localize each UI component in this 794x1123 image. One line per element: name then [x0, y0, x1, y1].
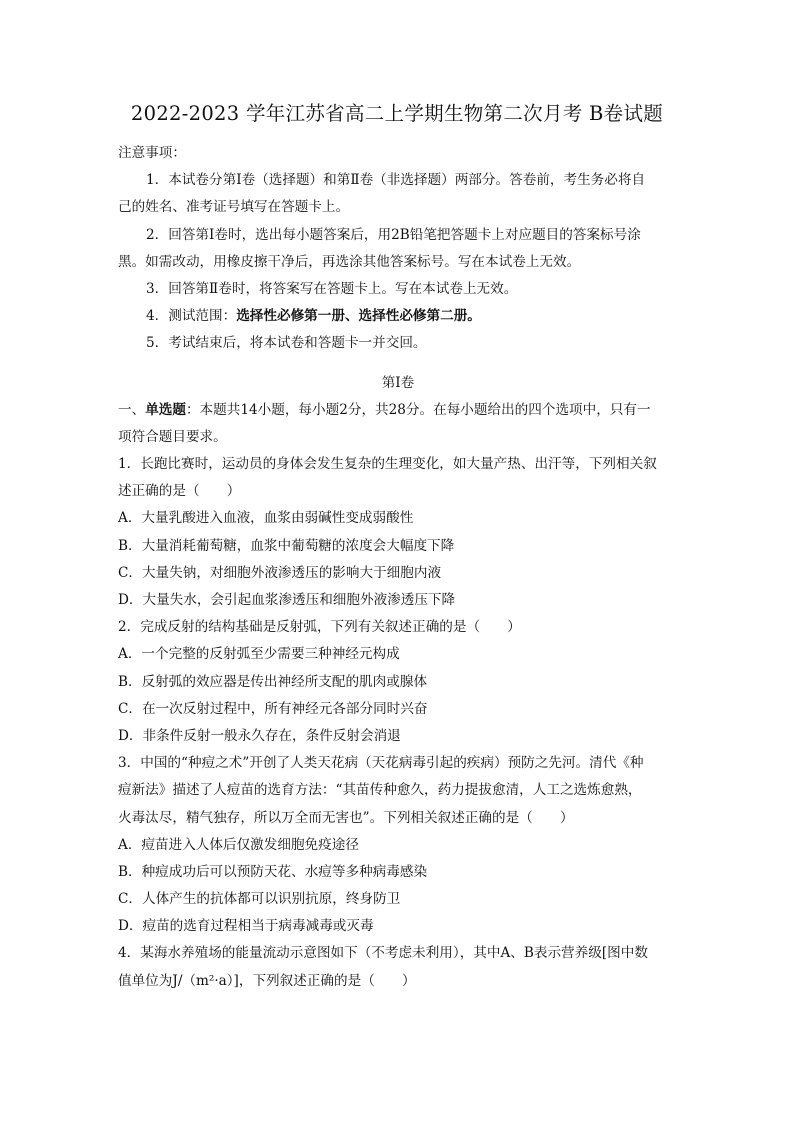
- question-2-option-b: B．反射弧的效应器是传出神经所支配的肌肉或腺体: [118, 673, 428, 690]
- question-1-option-b: B．大量消耗葡萄糖，血浆中葡萄糖的浓度会大幅度下降: [118, 537, 455, 554]
- notice-item-4-scope: 选择性必修第一册、选择性必修第二册。: [236, 308, 481, 325]
- notice-heading: 注意事项：: [118, 145, 186, 161]
- question-3-stem-line-2: 痘新法》描述了人痘苗的选育方法：“其苗传种愈久，药力提拔愈清，人工之选炼愈熟，: [118, 782, 642, 799]
- notice-item-1-line-2: 己的姓名、准考证号填写在答题卡上。: [118, 199, 350, 216]
- question-1-stem-line-2: 述正确的是（ ）: [118, 483, 241, 500]
- question-2-option-d: D．非条件反射一般永久存在，条件反射会消退: [118, 727, 401, 744]
- question-3-option-b: B．种痘成功后可以预防天花、水痘等多种病毒感染: [118, 863, 428, 880]
- question-2-stem-line-1: 2．完成反射的结构基础是反射弧，下列有关叙述正确的是（ ）: [118, 619, 521, 636]
- section-desc: ：本题共14小题，每小题2分，共28分。在每小题给出的四个选项中，只有一: [185, 401, 651, 418]
- question-1-stem-line-1: 1．长跑比赛时，运动员的身体会发生复杂的生理变化，如大量产热、出汗等，下列相关叙: [118, 456, 657, 473]
- exam-content: [118, 140, 678, 995]
- question-3-option-a: A．痘苗进入人体后仅激发细胞免疫途径: [118, 836, 359, 853]
- notice-item-4: [118, 303, 678, 330]
- question-1-option-c: C．大量失钠，对细胞外液渗透压的影响大于细胞内液: [118, 564, 442, 581]
- notice-item-2-line-2: 黑。如需改动，用橡皮擦干净后，再选涂其他答案标号。写在本试卷上无效。: [118, 253, 581, 270]
- notice-item-1-line-1: 1．本试卷分第Ⅰ卷（选择题）和第Ⅱ卷（非选择题）两部分。答卷前，考生务必将自: [146, 172, 646, 189]
- question-1-option-a: A．大量乳酸进入血液，血浆由弱碱性变成弱酸性: [118, 510, 414, 527]
- question-1-option-d: D．大量失水，会引起血浆渗透压和细胞外液渗透压下降: [118, 592, 456, 608]
- question-4-stem-line-1: 4．某海水养殖场的能量流动示意图如下（不考虑未利用），其中A、B表示营养级[图中数: [118, 945, 648, 962]
- question-3-stem-line-1: 3．中国的“种痘之术”开创了人类天花病（天花病毒引起的疾病）预防之先河。清代《种: [118, 755, 644, 772]
- question-3-option-c: C．人体产生的抗体都可以识别抗原，终身防卫: [118, 891, 401, 908]
- notice-item-3: 3．回答第Ⅱ卷时，将答案写在答题卡上。写在本试卷上无效。: [146, 280, 518, 297]
- section-prefix: 一、: [118, 401, 146, 418]
- question-3-option-d: D．痘苗的选育过程相当于病毒减毒或灭毒: [118, 918, 374, 935]
- volume-title: 第Ⅰ卷: [381, 374, 415, 391]
- notice-item-5: 5．考试结束后，将本试卷和答题卡一并交回。: [146, 335, 427, 352]
- notice-item-4-prefix: 4．测试范围：: [146, 308, 237, 325]
- question-2-option-a: A．一个完整的反射弧至少需要三种神经元构成: [118, 646, 400, 663]
- section-heading-line-2: 项符合题目要求。: [118, 428, 227, 445]
- question-4-stem-line-2: 值单位为J/（m²·a）]，下列叙述正确的是（ ）: [118, 972, 416, 989]
- exam-title: 2022-2023 学年江苏省高二上学期生物第二次月考 B卷试题: [130, 102, 664, 125]
- notice-item-2-line-1: 2．回答第Ⅰ卷时，选出每小题答案后，用2B铅笔把答题卡上对应题目的答案标号涂: [146, 226, 641, 243]
- question-2-option-c: C．在一次反射过程中，所有神经元各部分同时兴奋: [118, 700, 428, 717]
- section-name: 单选题: [145, 401, 186, 418]
- section-heading-line-1: [118, 397, 678, 424]
- question-3-stem-line-3: 火毒汰尽，精气独存，所以万全而无害也”。下列相关叙述正确的是（ ）: [118, 809, 574, 826]
